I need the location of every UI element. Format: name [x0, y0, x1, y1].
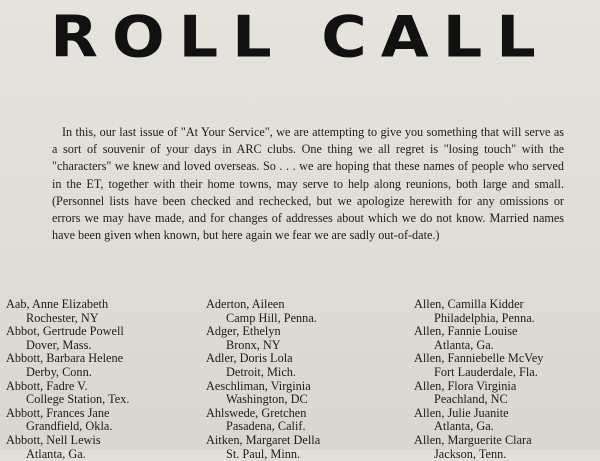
entry-town: Bronx, NY [226, 337, 281, 352]
entry-town: St. Paul, Minn. [226, 446, 301, 461]
entry-name: Aitken, Margaret Della [206, 432, 321, 447]
roster-entry [6, 325, 196, 352]
entry-town: Peachland, NC [434, 392, 508, 407]
entry-name: Abbott, Nell Lewis [6, 432, 101, 447]
entry-town: Washington, DC [226, 392, 308, 407]
entry-town: Atlanta, Ga. [434, 337, 494, 352]
roster-entry [414, 325, 600, 352]
roster-entry [206, 380, 406, 407]
entry-name: Allen, Julie Juanite [414, 405, 509, 420]
roster-entry [6, 352, 196, 379]
entry-name: Abbott, Frances Jane [6, 405, 110, 420]
page-title: ROLL CALL [50, 2, 550, 71]
entry-town: Philadelphia, Penna. [434, 310, 535, 325]
roster-entry [414, 298, 600, 325]
roster-entry [206, 352, 406, 379]
entry-town: Derby, Conn. [26, 364, 92, 379]
roster-entry [414, 407, 600, 434]
entry-name: Ahlswede, Gretchen [206, 405, 307, 420]
entry-name: Allen, Marguerite Clara [414, 432, 532, 447]
entry-name: Allen, Flora Virginia [414, 378, 517, 393]
roster-entry [206, 325, 406, 352]
roster-entry [414, 434, 600, 461]
roster-entry [414, 352, 600, 379]
roster-column-2 [206, 298, 406, 461]
roster-entry [206, 298, 406, 325]
entry-town: Atlanta, Ga. [26, 446, 86, 461]
roster-entry [414, 380, 600, 407]
entry-name: Aab, Anne Elizabeth [6, 297, 109, 311]
entry-name: Adger, Ethelyn [206, 324, 281, 339]
roster-entry [6, 298, 196, 325]
entry-town: Fort Lauderdale, Fla. [434, 364, 538, 379]
entry-name: Abbot, Gertrude Powell [6, 324, 124, 339]
entry-town: Grandfield, Okla. [26, 419, 113, 434]
intro-paragraph: In this, our last issue of "At Your Service", we are attempting to give you something that will serve as a sort of souvenir of your days in ARC clubs. One thing we all regret is "losing touch" with the "characters" we knew and loved overseas. So . . . we are hoping that these names of people who served in the ET, together with their home towns, may serve to help along reunions, both large and small. (Personnel lists have been checked and rechecked, but we apologize herewith for any omissions or errors we may have made, and for changes of addresses about which we do not know. Married names have been given when known, but here again we fear we are sadly out-of-date.) [52, 125, 564, 243]
entry-town: Camp Hill, Penna. [226, 310, 317, 325]
roster-entry [206, 407, 406, 434]
entry-town: Atlanta, Ga. [434, 419, 494, 434]
roster-entry [6, 434, 196, 461]
entry-town: Rochester, NY [26, 310, 99, 325]
entry-name: Aeschliman, Virginia [206, 378, 311, 393]
roster-column-3 [414, 298, 600, 461]
entry-name: Allen, Camilla Kidder [414, 297, 524, 311]
entry-name: Adler, Doris Lola [206, 351, 293, 366]
roster-entry [6, 380, 196, 407]
entry-name: Abbott, Fadre V. [6, 378, 88, 393]
entry-name: Aderton, Aileen [206, 297, 285, 311]
entry-town: College Station, Tex. [26, 392, 130, 407]
entry-town: Detroit, Mich. [226, 364, 297, 379]
entry-name: Allen, Fanniebelle McVey [414, 351, 544, 366]
entry-name: Allen, Fannie Louise [414, 324, 518, 339]
entry-town: Dover, Mass. [26, 337, 92, 352]
roster-column-1 [6, 298, 196, 461]
entry-town: Pasadena, Calif. [226, 419, 306, 434]
entry-name: Abbott, Barbara Helene [6, 351, 124, 366]
roster-entry [206, 434, 406, 461]
entry-town: Jackson, Tenn. [434, 446, 507, 461]
roster-entry [6, 407, 196, 434]
